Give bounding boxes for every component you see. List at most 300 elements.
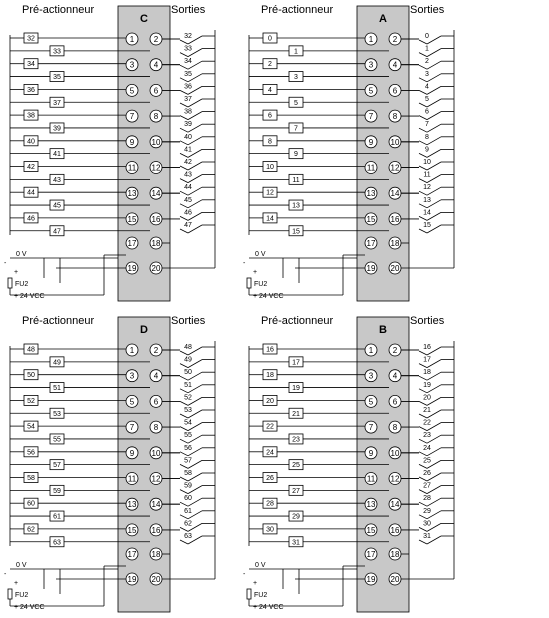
input-label: 38 [27,112,35,120]
terminal-number: 6 [392,86,398,96]
output-label: 59 [184,482,192,490]
input-label: 40 [27,138,35,146]
input-label: 9 [294,151,298,159]
output-contact [419,427,427,431]
terminal-number: 11 [127,163,137,173]
terminal-number: 16 [390,525,400,535]
fuse-label: FU2 [15,592,29,599]
input-label: 46 [27,215,35,223]
input-label: 44 [27,189,35,197]
output-contact [419,216,427,220]
input-label: 59 [53,487,61,495]
output-contact [419,439,427,443]
output-contact [180,439,188,443]
input-label: 51 [53,385,61,393]
terminal-number: 10 [151,137,161,147]
input-label: 32 [27,35,35,43]
output-label: 5 [425,96,429,103]
output-contact [180,515,188,519]
fuse-label: FU2 [15,281,29,288]
terminal-number: 12 [151,474,161,484]
terminal-number: 1 [129,35,135,44]
output-contact [427,124,441,132]
terminal-number: 16 [151,214,161,224]
input-label: 56 [27,449,35,457]
output-label: 17 [423,356,431,364]
input-label: 48 [27,346,35,354]
output-label: 1 [425,45,429,53]
terminal-number: 7 [368,423,374,433]
output-contact [419,540,427,544]
output-contact [419,40,427,44]
output-label: 33 [184,45,192,53]
input-label: 43 [53,176,61,184]
output-contact [419,389,427,393]
output-label: 22 [423,419,431,427]
minus-label: - [4,260,7,267]
terminal-number: 14 [151,189,161,199]
output-label: 27 [423,482,431,490]
input-label: 54 [27,423,35,431]
panel-c [4,4,215,301]
terminal-number: 11 [127,474,137,484]
supply-label: + 24 VCC [14,604,45,611]
input-label: 25 [292,462,300,470]
power-terminal-number: 18 [151,239,161,248]
input-label: 13 [292,202,300,210]
terminal-number: 16 [151,525,161,535]
output-label: 56 [184,444,192,452]
power-terminal-number: 20 [151,575,161,584]
terminal-number: 4 [153,60,159,70]
output-contact [180,376,188,380]
power-terminal-number: 19 [127,264,137,273]
input-label: 36 [27,86,35,94]
terminal-number: 8 [153,423,159,433]
output-label: 2 [425,58,429,66]
output-contact [180,141,188,145]
output-contact [180,53,188,57]
terminal-number: 3 [368,60,374,70]
power-terminal-number: 19 [127,575,137,584]
terminal-number: 13 [127,500,137,510]
output-label: 55 [184,432,192,440]
terminal-number: 2 [153,35,159,44]
power-terminal-number: 20 [390,575,400,584]
output-contact [419,414,427,418]
output-label: 42 [184,159,192,166]
terminal-number: 10 [390,448,400,458]
output-label: 3 [425,70,429,78]
input-label: 28 [266,500,274,508]
output-contact [419,141,427,145]
power-terminal-number: 19 [366,264,376,273]
terminal-number: 7 [129,112,135,122]
output-label: 14 [423,209,431,217]
output-contact [180,527,188,531]
output-contact [180,364,188,368]
output-contact [180,401,188,405]
output-contact [419,376,427,380]
terminal-number: 9 [368,448,374,458]
output-label: 35 [184,70,192,78]
output-label: 20 [423,394,431,402]
output-contact [427,61,441,69]
terminal-number: 2 [392,35,398,44]
output-label: 63 [184,533,192,540]
terminal-number: 14 [390,189,400,199]
output-contact [180,427,188,431]
output-label: 49 [184,356,192,364]
fuse-label: FU2 [254,592,268,599]
fuse-symbol [247,278,251,288]
output-contact [180,452,188,456]
output-contact [180,153,188,157]
pre-actionneur-label: Pré-actionneur [22,4,95,16]
sorties-label: Sorties [171,4,206,16]
output-contact [180,464,188,468]
output-contact [419,452,427,456]
power-terminal-number: 18 [151,550,161,559]
input-label: 8 [268,138,272,146]
output-contact [180,351,188,355]
terminal-number: 14 [151,500,161,510]
output-label: 18 [423,369,431,377]
input-label: 50 [27,372,35,380]
terminal-number: 8 [392,423,398,433]
input-label: 11 [292,176,300,184]
output-contact [180,490,188,494]
terminal-number: 15 [127,214,137,224]
power-terminal-number: 18 [390,239,400,248]
output-contact [427,36,441,44]
power-terminal-number: 17 [366,550,376,559]
output-label: 21 [423,407,431,414]
output-contact [180,128,188,132]
terminal-number: 1 [368,346,374,355]
terminal-number: 4 [153,371,159,381]
sorties-label: Sorties [410,315,445,327]
output-label: 29 [423,507,431,515]
input-label: 3 [294,74,298,82]
module-letter: C [140,13,148,25]
output-contact [419,103,427,107]
output-contact [180,540,188,544]
output-label: 36 [184,83,192,91]
input-label: 0 [268,35,272,43]
output-contact [419,229,427,233]
input-label: 19 [292,385,300,393]
terminal-number: 13 [366,189,376,199]
input-label: 62 [27,526,35,534]
input-label: 35 [53,74,61,82]
input-label: 18 [266,372,274,380]
input-label: 7 [294,125,298,133]
output-label: 58 [184,470,192,477]
fuse-symbol [8,589,12,599]
panel-a [243,4,454,301]
minus-label: - [4,571,7,578]
minus-label: - [243,571,246,578]
output-contact [180,65,188,69]
output-contact [419,364,427,368]
output-contact [419,401,427,405]
output-label: 51 [184,381,192,389]
terminal-number: 12 [151,163,161,173]
input-label: 16 [266,346,274,354]
output-label: 6 [425,108,429,116]
output-label: 41 [184,146,192,154]
input-label: 20 [266,397,274,405]
input-label: 27 [292,487,300,495]
terminal-number: 8 [392,112,398,122]
input-label: 5 [294,99,298,107]
input-label: 33 [53,48,61,56]
output-label: 15 [423,222,431,229]
output-label: 34 [184,58,192,66]
zero-v-label: 0 V [16,562,27,569]
output-label: 50 [184,369,192,377]
terminal-number: 3 [129,60,135,70]
terminal-number: 14 [390,500,400,510]
output-label: 38 [184,108,192,116]
output-contact [419,153,427,157]
terminal-number: 10 [390,137,400,147]
input-label: 37 [53,99,61,107]
input-label: 15 [292,228,300,236]
module-letter: D [140,324,148,336]
terminal-number: 2 [153,346,159,355]
input-label: 58 [27,475,35,482]
plus-label: + [253,580,258,587]
output-contact [180,204,188,208]
panel-b [243,315,454,612]
terminal-number: 9 [129,137,135,147]
module-letter: A [379,13,387,25]
input-label: 45 [53,202,61,210]
minus-label: - [243,260,246,267]
terminal-number: 5 [368,86,374,96]
supply-label: + 24 VCC [253,293,284,300]
output-label: 61 [184,507,192,515]
output-contact [180,477,188,481]
terminal-number: 6 [153,86,159,96]
output-contact [419,65,427,69]
output-label: 11 [423,171,431,179]
sorties-label: Sorties [171,315,206,327]
terminal-number: 5 [129,397,135,407]
zero-v-label: 0 V [255,562,266,569]
input-label: 4 [268,86,272,94]
terminal-number: 5 [368,397,374,407]
terminal-number: 1 [129,346,135,355]
output-contact [419,204,427,208]
terminal-number: 11 [366,474,376,484]
output-contact [180,116,188,120]
output-label: 7 [425,121,429,129]
output-label: 23 [423,432,431,440]
terminal-number: 15 [366,525,376,535]
output-contact [419,128,427,132]
output-contact [427,112,441,120]
output-label: 47 [184,222,192,229]
input-label: 1 [294,48,298,56]
input-label: 63 [53,539,61,547]
input-label: 34 [27,61,35,69]
power-terminal-number: 17 [366,239,376,248]
output-contact [180,414,188,418]
output-label: 24 [423,444,431,452]
output-contact [180,103,188,107]
input-label: 29 [292,513,300,521]
input-label: 53 [53,410,61,418]
terminal-number: 5 [129,86,135,96]
input-label: 60 [27,500,35,508]
output-label: 48 [184,344,192,351]
zero-v-label: 0 V [16,251,27,258]
output-contact [419,490,427,494]
output-contact [419,90,427,94]
output-label: 43 [184,171,192,179]
output-contact [419,527,427,531]
output-label: 44 [184,184,192,192]
power-terminal-number: 18 [390,550,400,559]
output-label: 12 [423,184,431,192]
terminal-number: 15 [366,214,376,224]
fuse-symbol [8,278,12,288]
output-contact [419,515,427,519]
output-label: 45 [184,196,192,204]
input-label: 52 [27,397,35,405]
input-label: 17 [292,359,300,367]
terminal-number: 6 [392,397,398,407]
output-contact [427,137,441,145]
sorties-label: Sorties [410,4,445,16]
pre-actionneur-label: Pré-actionneur [22,315,95,327]
output-label: 25 [423,457,431,465]
input-label: 42 [27,164,35,171]
output-contact [419,477,427,481]
input-label: 57 [53,462,61,470]
input-label: 55 [53,436,61,444]
input-label: 49 [53,359,61,367]
output-contact [427,86,441,94]
terminal-number: 10 [151,448,161,458]
output-contact [180,502,188,506]
pre-actionneur-label: Pré-actionneur [261,315,334,327]
terminal-number: 4 [392,371,398,381]
input-label: 2 [268,61,272,69]
output-label: 31 [423,533,431,540]
input-label: 39 [53,125,61,133]
input-label: 30 [266,526,274,534]
terminal-number: 16 [390,214,400,224]
terminal-number: 13 [127,189,137,199]
output-label: 9 [425,146,429,154]
terminal-number: 15 [127,525,137,535]
plus-label: + [14,580,19,587]
output-label: 37 [184,96,192,103]
terminal-number: 8 [153,112,159,122]
output-contact [180,389,188,393]
terminal-number: 9 [368,137,374,147]
output-label: 54 [184,419,192,427]
output-label: 60 [184,495,192,503]
output-contact [427,74,441,82]
terminal-number: 7 [129,423,135,433]
power-terminal-number: 17 [127,550,137,559]
input-label: 47 [53,228,61,236]
input-label: 31 [292,539,300,547]
output-label: 40 [184,133,192,141]
output-contact [419,179,427,183]
input-label: 10 [266,164,274,171]
input-label: 22 [266,423,274,431]
output-label: 16 [423,344,431,351]
power-terminal-number: 19 [366,575,376,584]
output-contact [419,116,427,120]
input-label: 6 [268,112,272,120]
output-label: 10 [423,159,431,166]
plus-label: + [253,269,258,276]
input-label: 24 [266,449,274,457]
terminal-number: 1 [368,35,374,44]
output-contact [180,40,188,44]
output-contact [419,78,427,82]
output-contact [180,191,188,195]
output-contact [180,90,188,94]
output-label: 62 [184,520,192,528]
terminal-number: 6 [153,397,159,407]
terminal-number: 12 [390,474,400,484]
zero-v-label: 0 V [255,251,266,258]
terminal-number: 11 [366,163,376,173]
input-label: 23 [292,436,300,444]
plus-label: + [14,269,19,276]
terminal-number: 4 [392,60,398,70]
output-label: 19 [423,381,431,389]
output-label: 32 [184,33,192,40]
output-label: 26 [423,470,431,477]
panel-d [4,315,215,612]
input-label: 61 [53,513,61,521]
input-label: 26 [266,475,274,482]
power-terminal-number: 17 [127,239,137,248]
output-label: 30 [423,520,431,528]
input-label: 12 [266,189,274,197]
output-contact [427,49,441,57]
output-contact [180,179,188,183]
output-label: 39 [184,121,192,129]
terminal-number: 9 [129,448,135,458]
output-contact [419,166,427,170]
output-label: 0 [425,33,429,40]
supply-label: + 24 VCC [14,293,45,300]
output-contact [419,351,427,355]
output-label: 13 [423,196,431,204]
power-terminal-number: 20 [151,264,161,273]
output-contact [419,464,427,468]
fuse-symbol [247,589,251,599]
terminal-number: 3 [129,371,135,381]
fuse-label: FU2 [254,281,268,288]
output-label: 52 [184,394,192,402]
supply-label: + 24 VCC [253,604,284,611]
output-label: 4 [425,83,429,91]
input-label: 21 [292,410,300,418]
output-contact [427,99,441,107]
output-contact [427,149,441,157]
